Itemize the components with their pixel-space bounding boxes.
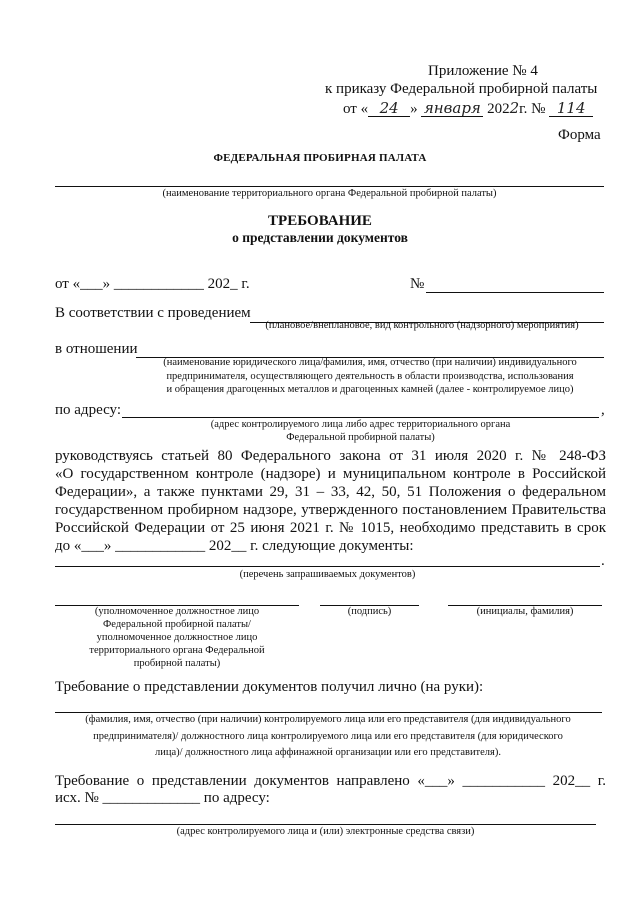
conduct-caption: (плановое/внеплановое, вид контрольного (надзорного) мероприятия) — [265, 320, 579, 331]
body-line-3: Федерации», а также пунктами 29, 31 – 33, 42, 50, 51 Положения о федеральном — [55, 484, 606, 500]
sent-address-line — [55, 824, 596, 825]
official-caption-4: территориального органа Федеральной — [89, 645, 265, 656]
sent-line-1: Требование о представлении документов направлено «___» ___________ 202__ г. — [55, 773, 606, 789]
documents-list-line — [55, 566, 600, 567]
order-date-line — [343, 99, 593, 118]
body-line-1: руководствуясь статьей 80 Федерального закона от 31 июля 2020 г. № 248-ФЗ — [55, 448, 606, 464]
regarding-caption-1: (наименование юридического лица/фамилия, имя, отчество (при наличии) индивидуального — [163, 357, 577, 368]
received-line — [55, 712, 602, 713]
handwritten-year: 2 — [509, 99, 520, 117]
conduct-label: В соответствии с проведением — [55, 305, 251, 321]
requirement-date: от «___» ____________ 202_ г. — [55, 276, 250, 292]
document-subtitle: о представлении документов — [232, 230, 408, 245]
signature-caption: (подпись) — [347, 606, 392, 617]
number-sign: № — [531, 101, 546, 117]
initials-caption: (инициалы, фамилия) — [476, 606, 574, 617]
received-text: Требование о представлении документов получил лично (на руки): — [55, 679, 484, 695]
date-mid: » — [410, 101, 418, 117]
date-year-unit: г. — [519, 101, 528, 117]
sent-address-caption: (адрес контролируемого лица и (или) электронные средства связи) — [176, 826, 475, 837]
official-caption-3: уполномоченное должностное лицо — [96, 632, 258, 643]
received-caption-1: (фамилия, имя, отчество (при наличии) контролируемого лица или его представителя (для индивидуального — [85, 714, 571, 725]
regarding-label: в отношении — [55, 341, 138, 357]
received-caption-2: предпринимателя)/ должностного лица контролируемого лица или его представителя (для юридического — [93, 731, 563, 742]
address-line — [122, 417, 599, 418]
requirement-number-line — [426, 292, 604, 293]
organization-name: ФЕДЕРАЛЬНАЯ ПРОБИРНАЯ ПАЛАТА — [213, 152, 427, 164]
official-caption-2: Федеральной пробирной палаты/ — [103, 619, 251, 630]
requirement-number-sign: № — [410, 276, 425, 292]
regarding-caption-3: и обращения драгоценных металлов и драгоценных камней (далее - контролируемое лицо) — [166, 384, 574, 395]
handwritten-month: января — [421, 101, 483, 117]
address-caption-1: (адрес контролируемого лица либо адрес территориального органа — [210, 419, 511, 430]
documents-caption: (перечень запрашиваемых документов) — [239, 569, 416, 580]
form-label: Форма — [558, 127, 601, 143]
address-label: по адресу: — [55, 402, 122, 418]
territorial-body-caption: (наименование территориального органа Федеральной пробирной палаты) — [162, 188, 497, 199]
body-line-2: «О государственном контроле (надзоре) и муниципальном контроле в Российской — [55, 466, 606, 482]
date-year-prefix: 202 — [487, 101, 510, 117]
date-prefix: от « — [343, 101, 369, 117]
address-caption-2: Федеральной пробирной палаты) — [286, 432, 435, 443]
handwritten-day: 24 — [368, 101, 410, 117]
appendix-label: Приложение № 4 — [428, 63, 538, 79]
handwritten-order-number: 114 — [549, 101, 593, 117]
documents-period: . — [601, 553, 605, 569]
regarding-caption-2: предпринимателя, осуществляющего деятельность в области производства, использования — [166, 371, 574, 382]
body-line-5: Российской Федерации от 25 июня 2021 г. № 1015, необходимо представить в срок — [55, 520, 606, 536]
order-reference: к приказу Федеральной пробирной палаты — [325, 81, 598, 97]
official-caption-5: пробирной палаты) — [133, 658, 221, 669]
territorial-body-line — [55, 186, 604, 187]
address-comma: , — [601, 402, 605, 418]
body-line-4: государственном пробирном надзоре, утвержденного постановлением Правительства — [55, 502, 606, 518]
document-title: ТРЕБОВАНИЕ — [268, 213, 372, 229]
official-caption-1: (уполномоченное должностное лицо — [94, 606, 260, 617]
body-line-6: до «___» ____________ 202__ г. следующие документы: — [55, 538, 414, 554]
received-caption-3: лица)/ должностного лица аффинажной организации или его представителя). — [155, 747, 501, 758]
sent-line-2: исх. № _____________ по адресу: — [55, 790, 270, 806]
